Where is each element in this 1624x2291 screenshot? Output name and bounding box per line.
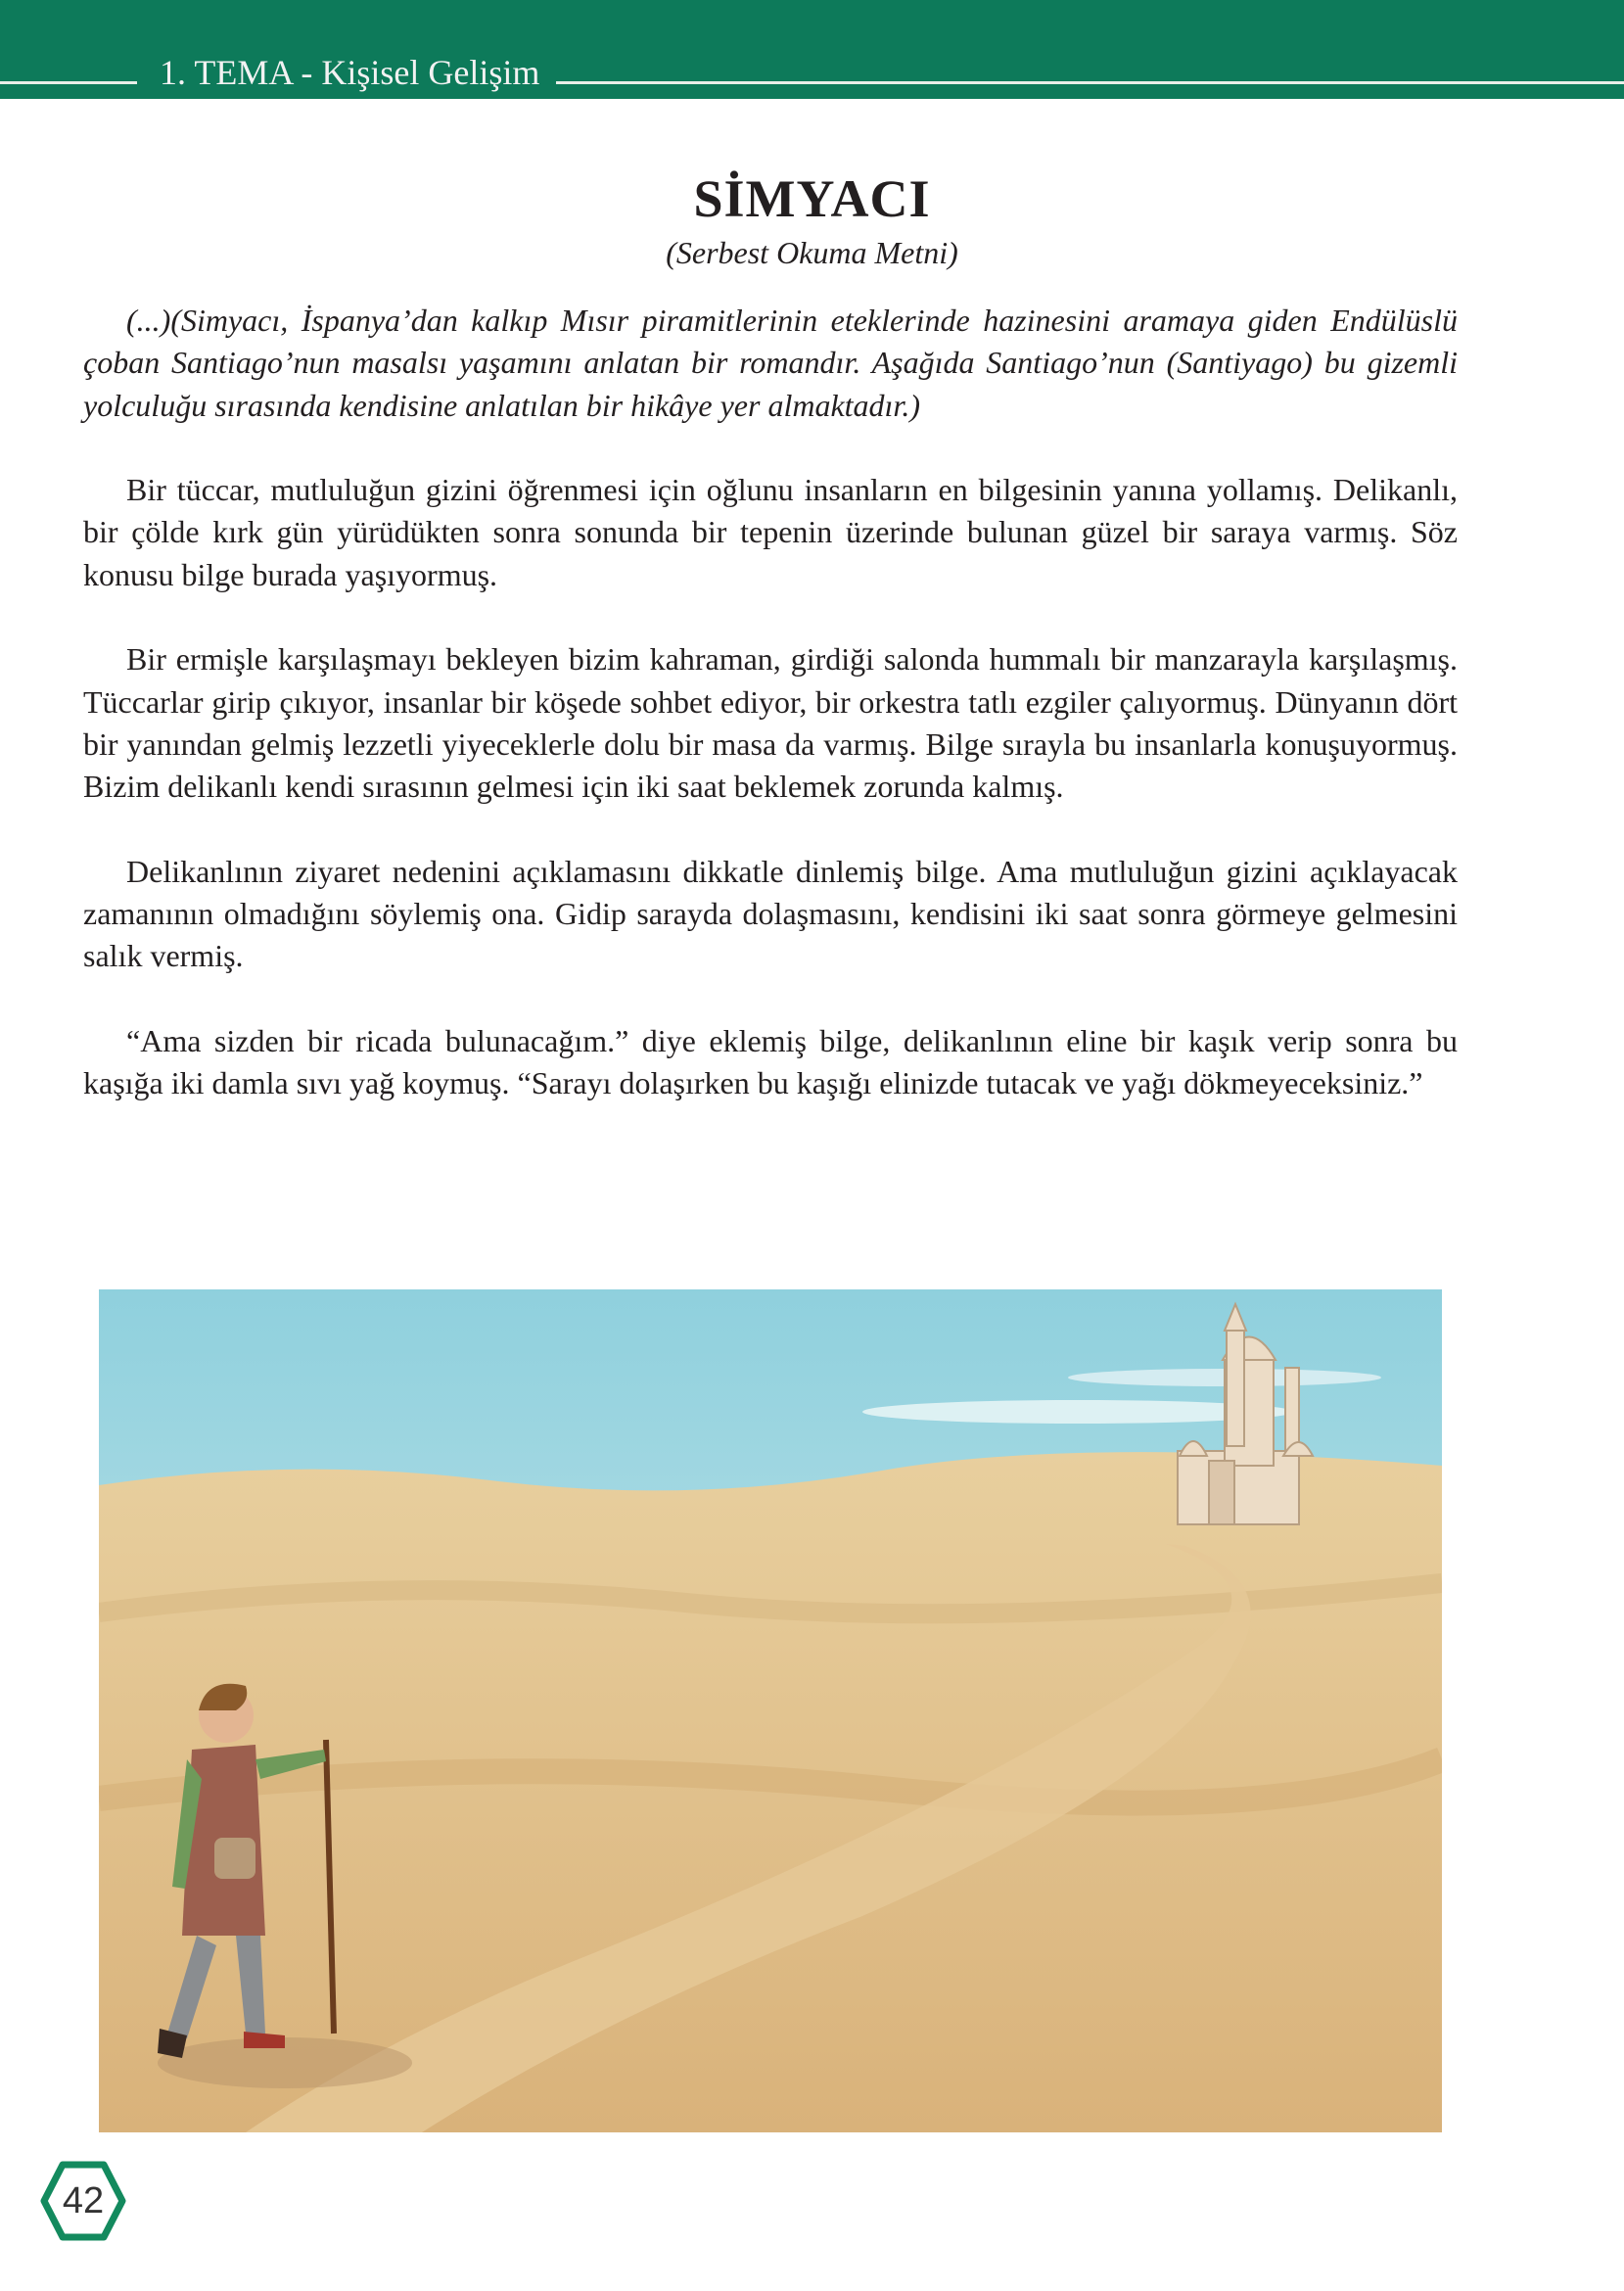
paragraph: “Ama sizden bir ricada bulunacağım.” diye eklemiş bilge, delikanlının eline bir kaşık verip sonra bu kaşığa iki damla sıvı yağ koymuş. “Sarayı dolaşırken bu kaşığı elinizde tutacak ve yağı dökmeyeceksiniz.” [83,1023,1458,1101]
header-bar [0,0,1624,99]
paragraph: Bir ermişle karşılaşmayı bekleyen bizim kahraman, girdiği salonda hummalı bir manzarayla karşılaşmış. Tüccarlar girip çıkıyor, insanlar bir köşede sohbet ediyor, bir orkestra tatlı ezgiler çalıyormuş. Dünyanın dört bir yanından gelmiş lezzetli yiyeceklerle dolu bir masa da varmış. Bilge sırayla bu insanlarla konuşuyormuş. Bizim delikanlı kendi sırasının gelmesi için iki saat beklemek zorunda kalmış. [83,641,1458,805]
reading-text [83,300,1458,1147]
page-number [39,2160,127,2242]
paragraph: Delikanlının ziyaret nedenini açıklamasını dikkatle dinlemiş bilge. Ama mutluluğun gizini açıklayacak zamanının olmadığını söylemiş ona. Gidip sarayda dolaşmasını, kendisini iki saat sonra görmeye gelmesini salık vermiş. [83,853,1458,974]
paragraph: Bir tüccar, mutluluğun gizini öğrenmesi için oğlunu insanların en bilgesinin yanına yollamış. Delikanlı, bir çölde kırk gün yürüdükten sonra sonunda bir tepenin üzerinde bulunan güzel bir saraya varmış. Söz konusu bilge burada yaşıyormuş. [83,472,1458,592]
section-title: 1. TEMA - Kişisel Gelişim [160,53,540,92]
header-rule-left [0,81,137,84]
page-subtitle: (Serbest Okuma Metni) [666,235,958,270]
desert-illustration [99,1289,1442,2132]
header-rule-right [556,81,1624,84]
page-title: SİMYACI [693,169,931,228]
intro-paragraph: (...)(Simyacı, İspanya’dan kalkıp Mısır piramitlerinin eteklerinde hazinesini aramaya giden Endülüslü çoban Santiago’nun masalsı yaşamını anlatan bir romandır. Aşağıda Santiago’nun (Santiyago) bu gizemli yolculuğu sırasında kendisine anlatılan bir hikâye yer almaktadır.) [83,303,1458,423]
page-number-text: 42 [62,2180,105,2221]
